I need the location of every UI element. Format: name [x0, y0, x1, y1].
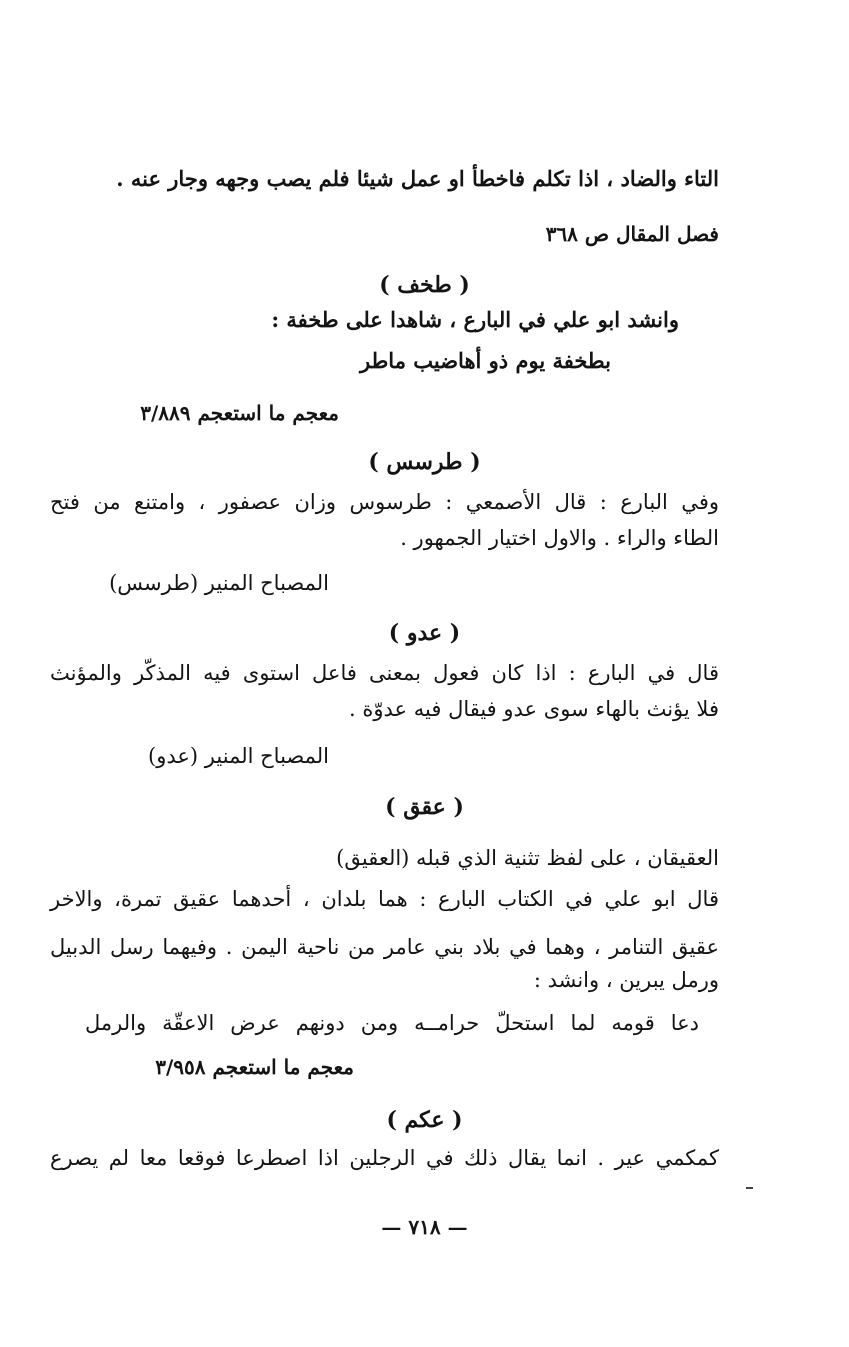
text-line: قال ابو علي في الكتاب البارع : هما بلدان ، أحدهما عقيق تمرة، والاخر — [50, 887, 719, 911]
verse-line: بطخفة يوم ذو أهاضيب ماطر — [360, 348, 611, 373]
entry-heading: ( طرسس ) — [368, 449, 481, 475]
text-line: ورمل يبرين ، وانشد : — [533, 968, 719, 992]
entry-heading: ( طخف ) — [379, 272, 470, 298]
text-line: عقيق التنامر ، وهما في بلاد بني عامر من ناحية اليمن . وفيهما رسل الدبيل — [50, 935, 719, 959]
text-line: كمكمي عير . انما يقال ذلك في الرجلين اذا اصطرعا فوقعا معا لم يصرع — [50, 1146, 719, 1170]
ink-mark — [746, 1187, 753, 1189]
text-line: فلا يؤنث بالهاء سوى عدو فيقال فيه عدوّة . — [349, 697, 719, 721]
verse-line: دعا قومه لما استحلّ حرامــه ومن دونهم عرض الاعقّة والرمل — [85, 1011, 699, 1035]
source-reference: معجم ما استعجم ٣/٩٥٨ — [155, 1055, 354, 1079]
text-line: قال في البارع : اذا كان فعول بمعنى فاعل استوى فيه المذكّر والمؤنث — [50, 661, 719, 685]
source-reference: فصل المقال ص ٣٦٨ — [545, 222, 719, 246]
page-number: — ٧١٨ — — [381, 1215, 468, 1239]
text-line: وفي البارع : قال الأصمعي : طرسوس وزان عصفور ، وامتنع من فتح — [50, 490, 719, 514]
entry-heading: ( عدو ) — [388, 620, 461, 646]
source-reference: معجم ما استعجم ٣/٨٨٩ — [140, 401, 339, 425]
source-reference: المصباح المنير (طرسس) — [109, 571, 329, 595]
entry-heading: ( عكم ) — [386, 1107, 463, 1133]
text-line: الطاء والراء . والاول اختيار الجمهور . — [400, 526, 719, 550]
text-line: التاء والضاد ، اذا تكلم فاخطأ او عمل شيئا فلم يصب وجهه وجار عنه . — [116, 166, 719, 191]
source-reference: المصباح المنير (عدو) — [148, 744, 329, 768]
entry-heading: ( عقق ) — [385, 794, 464, 820]
text-line: وانشد ابو علي في البارع ، شاهدا على طخفة : — [271, 307, 679, 332]
text-line: العقيقان ، على لفظ تثنية الذي قبله (العقيق) — [336, 846, 719, 870]
